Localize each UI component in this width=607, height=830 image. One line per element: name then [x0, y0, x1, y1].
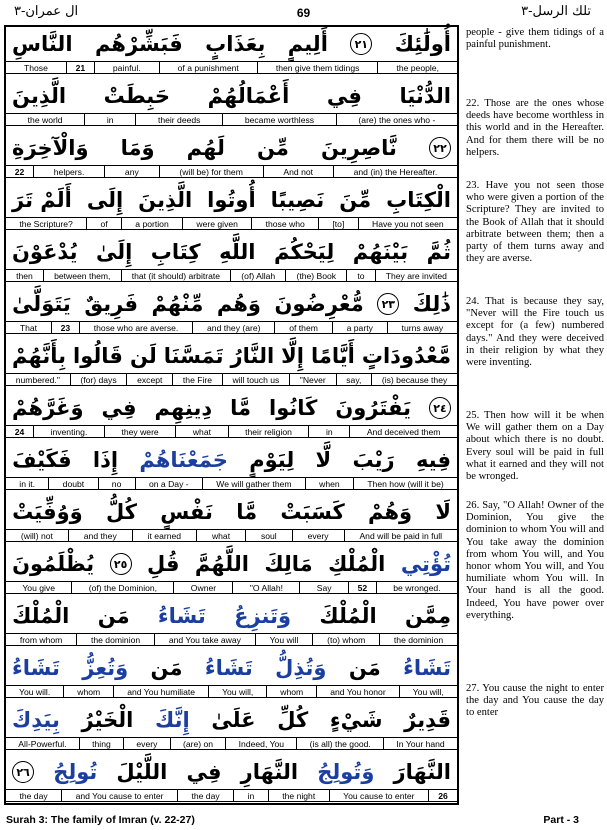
surah-name-arabic: ال عمران-٣ [14, 4, 79, 19]
english-gloss-word: the world [6, 114, 85, 125]
verse-number-marker: ٢٥ [110, 553, 132, 575]
arabic-word: بَيْنَهُمْ [352, 240, 409, 264]
arabic-word: فِيهِ [415, 448, 451, 472]
arabic-word: أَلِيمٍ [287, 32, 328, 56]
arabic-line [6, 183, 457, 217]
arabic-word: بِيَدِكَ [12, 708, 60, 732]
arabic-word: مِّنْهُمْ [151, 292, 204, 316]
arabic-word: كُلُّ [106, 500, 137, 524]
verse-row [6, 651, 457, 699]
english-gloss-word: except [127, 374, 173, 385]
arabic-word: الَّذِينَ [12, 84, 67, 108]
english-gloss-word: the people, [396, 63, 439, 73]
arabic-word: مَن [150, 656, 183, 680]
english-gloss-word: the Scripture? [6, 218, 87, 229]
english-gloss-word: of [87, 218, 122, 229]
english-gloss-word: from whom [6, 634, 77, 645]
arabic-line [6, 443, 457, 477]
english-gloss-word: the night [269, 790, 330, 801]
english-gloss-word: and You cause to enter [62, 790, 178, 801]
english-gloss-word: And not [264, 166, 334, 177]
english-gloss-word: their religion [229, 426, 310, 437]
verse-number-cell: 24 [6, 426, 34, 437]
arabic-word: إِلَّا [281, 344, 305, 368]
arabic-word: فَرِيقٌ [84, 292, 138, 316]
arabic-word: يُظْلَمُونَ [12, 552, 95, 576]
arabic-word: وَهُمْ [368, 500, 413, 524]
arabic-word: تُولِجُ [53, 760, 98, 784]
arabic-word: الْمُلْكَ [12, 604, 70, 628]
arabic-word: عَلَىٰ [211, 708, 256, 732]
arabic-word: مِّن [256, 136, 289, 160]
english-gloss-word: no [99, 478, 136, 489]
english-gloss-word: (will be) for them [160, 166, 264, 177]
arabic-word: كِتَابِ [150, 240, 201, 264]
arabic-word: مَن [97, 604, 130, 628]
english-gloss-word: (is all) the good. [297, 738, 384, 749]
verse-row [6, 235, 457, 283]
english-gloss-word: in [234, 790, 269, 801]
verse-row [6, 287, 457, 335]
arabic-word: يُدْعَوْنَ [12, 240, 78, 264]
verse-number-marker: ٢٤ [429, 397, 451, 419]
english-gloss-line [6, 581, 457, 594]
arabic-word: كَسَبَتْ [280, 500, 345, 524]
arabic-word: ثُمَّ [426, 240, 451, 264]
arabic-word: فِي [101, 396, 137, 420]
english-gloss-line [6, 217, 457, 230]
english-gloss-word: and they [69, 530, 133, 541]
verse-row [6, 391, 457, 439]
arabic-word: النَّهَارَ [393, 760, 451, 784]
english-gloss-word: in [309, 426, 350, 437]
english-gloss-word: then give them tidings [258, 62, 379, 73]
english-gloss-word: And deceived them [366, 427, 441, 437]
english-gloss-word: every [124, 738, 171, 749]
english-gloss-word: to [347, 270, 375, 281]
english-gloss-line [6, 61, 457, 74]
arabic-word: لَا [435, 500, 451, 524]
english-gloss-word: soul [246, 530, 293, 541]
translation-text: 23. Have you not seen those who were given a portion of the Scripture? They are invited to the Book of Allah that it should arbitrate between them; then a party of them turns away and they are averse. [466, 180, 604, 265]
arabic-word: فِي [186, 760, 222, 784]
arabic-word: يَتَوَلَّىٰ [12, 292, 71, 316]
english-gloss-word: You will, [209, 686, 267, 697]
arabic-word: وَتُعِزُّ [82, 656, 129, 680]
english-gloss-word: (of) Allah [231, 270, 286, 281]
english-gloss-line [6, 737, 457, 750]
english-gloss-word: and they (are) [193, 322, 275, 333]
english-gloss-line [6, 529, 457, 542]
arabic-word: نَّاصِرِينَ [320, 136, 397, 160]
english-gloss-word: That [6, 322, 52, 333]
arabic-line [6, 27, 457, 61]
english-gloss-word: (will) not [6, 530, 69, 541]
arabic-word: دِينِهِم [154, 396, 213, 420]
arabic-word: تَشَاءُ [12, 656, 60, 680]
arabic-word: لِيَوْمٍ [249, 448, 295, 472]
arabic-word: مَن [348, 656, 381, 680]
english-gloss-line [6, 373, 457, 386]
arabic-word: تَشَاءُ [403, 656, 451, 680]
arabic-word: إِذَا [92, 448, 119, 472]
english-gloss-word: You will. [6, 686, 64, 697]
verse-number-marker: ٢٣ [377, 293, 399, 315]
arabic-word: لِيَحْكُمَ [273, 240, 335, 264]
footer-part-number: Part - 3 [543, 814, 579, 826]
verse-number-marker: ٢٦ [12, 761, 34, 783]
english-gloss-word: those who [252, 218, 319, 229]
arabic-word: لَهُم [186, 136, 225, 160]
verse-row [6, 183, 457, 231]
english-gloss-word: every [293, 530, 345, 541]
arabic-word: تَشَاءُ [157, 604, 206, 628]
arabic-line [6, 79, 457, 113]
arabic-word: الدُّنْيَا [399, 84, 451, 108]
english-gloss-word: and (in) the Hereafter. [353, 167, 438, 177]
translation-paragraph [466, 27, 604, 51]
arabic-word: النَّاسِ [12, 32, 73, 56]
english-gloss-word: were given [183, 218, 252, 229]
arabic-word: تُؤْتِي [400, 552, 451, 576]
english-gloss-word: in [85, 114, 136, 125]
english-gloss-word: You give [6, 582, 72, 593]
arabic-word: أُوتُوا [207, 188, 256, 212]
arabic-word: إِلَى [86, 188, 124, 212]
verse-number-cell: 26 [438, 791, 448, 801]
english-gloss-word: the Fire [173, 374, 223, 385]
english-gloss-word: (the) Book [286, 270, 347, 281]
translation-text: 22. Those are the ones whose deeds have become worthless in this world and in the Hereafter. And for them there will be no helpers. [466, 98, 604, 158]
arabic-word: مِمَّن [405, 604, 451, 628]
english-gloss-word: Owner [174, 582, 233, 593]
english-gloss-word: (to) whom [313, 634, 380, 645]
english-gloss-word: what [197, 530, 246, 541]
english-gloss-word: the day [6, 790, 62, 801]
arabic-word: وَتُذِلُّ [275, 656, 327, 680]
english-gloss-word: Those [6, 62, 67, 73]
verse-row [6, 339, 457, 387]
arabic-word: وَتَنزِعُ [234, 604, 292, 628]
arabic-line [6, 391, 457, 425]
arabic-word: مَّا [230, 396, 252, 420]
english-gloss-word: the dominion [393, 635, 444, 645]
english-gloss-line [6, 633, 457, 646]
english-gloss-word: on a Day - [136, 478, 203, 489]
english-gloss-word: (for) days [71, 374, 128, 385]
arabic-line [6, 495, 457, 529]
arabic-word: رَيْبَ [352, 448, 395, 472]
english-gloss-word: be wronged. [393, 583, 441, 593]
translation-paragraph [466, 296, 604, 369]
translation-paragraph [466, 410, 604, 483]
arabic-word: وَوُفِّيَتْ [12, 500, 83, 524]
english-gloss-word: inventing. [34, 426, 105, 437]
english-gloss-word: doubt [49, 478, 98, 489]
translation-paragraph [466, 500, 604, 622]
arabic-line [6, 287, 457, 321]
verse-row [6, 79, 457, 127]
verse-number-cell: 21 [67, 62, 95, 73]
english-gloss-line [6, 425, 457, 438]
arabic-word: إِنَّكَ [155, 708, 190, 732]
arabic-word: قَدِيرٌ [404, 708, 451, 732]
arabic-word: شَيْءٍ [329, 708, 383, 732]
arabic-word: نَفْسٍ [160, 500, 213, 524]
translation-text: 25. Then how will it be when We will gather them on a Day about which there is no doubt. Every soul will be paid in full what it earned and they will not be wronged. [466, 410, 604, 483]
arabic-word: فَبَشِّرْهُم [94, 32, 183, 56]
english-gloss-word: Say [300, 582, 349, 593]
verse-row [6, 131, 457, 179]
english-gloss-word: between them, [44, 270, 122, 281]
translation-text: people - give them tidings of a painful punishment. [466, 27, 604, 51]
arabic-line [6, 235, 457, 269]
page-footer [0, 812, 607, 828]
arabic-word: مَالِكَ [264, 552, 313, 576]
arabic-word: كَانُوا [269, 396, 318, 420]
english-gloss-word: Have you not seen [372, 219, 444, 229]
english-gloss-word: "O Allah! [233, 582, 300, 593]
verse-number-marker: ٢١ [350, 33, 372, 55]
english-gloss-word: numbered." [6, 374, 71, 385]
juz-name-arabic: تلك الرسل-٣ [521, 4, 591, 19]
page-header [0, 4, 607, 24]
english-gloss-word: they were [105, 426, 176, 437]
arabic-word: الْخَيْرُ [81, 708, 134, 732]
arabic-line [6, 755, 457, 789]
english-gloss-word: Then how (will it be) [367, 479, 444, 489]
english-gloss-word: the dominion [77, 634, 155, 645]
english-gloss-word: You cause to enter [330, 790, 429, 801]
english-gloss-word: And will be paid in full [359, 531, 443, 541]
verse-row [6, 599, 457, 647]
translation-text: 27. You cause the night to enter the day and You cause the day to enter [466, 683, 604, 719]
arabic-line [6, 703, 457, 737]
english-gloss-word: thing [80, 738, 124, 749]
arabic-word: أُولَٰئِكَ [394, 32, 451, 56]
arabic-word: قُلِ [147, 552, 180, 576]
translation-paragraph [466, 98, 604, 159]
arabic-word: مُّعْرِضُونَ [274, 292, 364, 316]
english-gloss-line [6, 321, 457, 334]
arabic-word: نَصِيبًا [270, 188, 325, 212]
arabic-word: جَمَعْنَاهُمْ [139, 448, 228, 472]
english-gloss-word: in it. [6, 478, 49, 489]
english-gloss-word: of a punishment [160, 62, 258, 73]
verse-row [6, 703, 457, 751]
translation-paragraph [466, 180, 604, 265]
arabic-word: الْكِتَابِ [386, 188, 451, 212]
english-gloss-word: a portion [122, 218, 183, 229]
english-gloss-word: You will, [412, 687, 444, 697]
arabic-word: مَّعْدُودَاتٍ [361, 344, 451, 368]
arabic-line [6, 131, 457, 165]
verse-row [6, 755, 457, 803]
arabic-word: وَهُم [216, 292, 261, 316]
verse-number-cell: 52 [349, 582, 377, 593]
english-gloss-word: and You humiliate [114, 686, 209, 697]
english-gloss-line [6, 477, 457, 490]
arabic-word: تَمَسَّنَا [163, 344, 224, 368]
english-gloss-word: We will gather them [203, 478, 306, 489]
arabic-word: بِأَنَّهُمْ [12, 344, 67, 368]
english-gloss-word: then [6, 270, 44, 281]
arabic-word: النَّارُ [230, 344, 275, 368]
arabic-line [6, 339, 457, 373]
arabic-word: وَالْآخِرَةِ [12, 136, 89, 160]
verse-number-cell: 22 [6, 166, 34, 177]
english-gloss-word: their deeds [136, 114, 223, 125]
arabic-word: الْمُلْكَ [319, 604, 377, 628]
arabic-line [6, 651, 457, 685]
verse-row [6, 547, 457, 595]
english-gloss-word: that (it should) arbitrate [122, 270, 232, 281]
english-gloss-word: say, [337, 374, 373, 385]
arabic-word: وَغَرَّهُمْ [12, 396, 84, 420]
verse-row [6, 443, 457, 491]
english-gloss-word: All-Powerful. [6, 738, 80, 749]
page-number: 69 [296, 6, 311, 20]
verse-number-cell: 23 [52, 322, 80, 333]
arabic-word: تَشَاءُ [204, 656, 253, 680]
english-gloss-word: painful. [95, 62, 160, 73]
arabic-word: فِي [326, 84, 362, 108]
english-gloss-word: and You honor [317, 686, 399, 697]
arabic-word: أَيَّامًا [311, 344, 355, 368]
english-gloss-word: those who are averse. [80, 322, 193, 333]
english-gloss-word: any [105, 166, 159, 177]
word-by-word-grid [4, 25, 459, 805]
arabic-word: وَمَا [120, 136, 155, 160]
english-gloss-word: "Never [290, 374, 336, 385]
english-gloss-line [6, 113, 457, 126]
arabic-word: اللَّهِ [219, 240, 256, 264]
arabic-word: إِلَىٰ [95, 240, 133, 264]
arabic-line [6, 599, 457, 633]
english-gloss-word: of them [275, 322, 332, 333]
arabic-word: لَّا [315, 448, 332, 472]
arabic-word: كُلِّ [277, 708, 309, 732]
english-gloss-word: (are) on [171, 738, 227, 749]
arabic-word: حَبِطَتْ [103, 84, 171, 108]
arabic-word: أَعْمَالُهُمْ [207, 84, 290, 108]
english-gloss-word: whom [267, 686, 317, 697]
arabic-word: وَتُولِجُ [317, 760, 375, 784]
arabic-word: فَكَيْفَ [12, 448, 72, 472]
arabic-word: مَّا [236, 500, 258, 524]
english-gloss-word: (is) because they [381, 375, 448, 385]
arabic-word: ذَٰلِكَ [412, 292, 451, 316]
english-gloss-word: helpers. [34, 166, 105, 177]
arabic-word: الَّذِينَ [138, 188, 193, 212]
arabic-word: يَفْتَرُونَ [335, 396, 411, 420]
english-gloss-word: and You take away [155, 634, 256, 645]
arabic-word: بِعَذَابٍ [205, 32, 266, 56]
english-gloss-word: the day [178, 790, 234, 801]
english-gloss-word: became worthless [223, 114, 337, 125]
english-gloss-line [6, 165, 457, 178]
verse-row [6, 27, 457, 75]
english-gloss-word: Indeed, You [226, 738, 297, 749]
arabic-word: لَن [129, 344, 157, 368]
english-gloss-word: You will [256, 634, 313, 645]
english-gloss-word: when [306, 478, 354, 489]
english-gloss-word: it earned [133, 530, 197, 541]
arabic-word: أَلَمْ تَرَ [12, 188, 72, 212]
arabic-line [6, 547, 457, 581]
english-gloss-line [6, 685, 457, 698]
english-gloss-word: They are invited [385, 271, 447, 281]
arabic-word: الْمُلْكِ [328, 552, 386, 576]
arabic-word: النَّهَارِ [240, 760, 299, 784]
english-gloss-line [6, 789, 457, 802]
english-gloss-word: turns away [401, 323, 444, 333]
translation-text: 26. Say, "O Allah! Owner of the Dominion, You give the dominion to whom You will and You take away the dominion from whom You will, and You honor whom You will, and You humiliate whom You will. In Your hand is all the good. Indeed, You have power over everything. [466, 500, 604, 621]
translation-paragraph [466, 683, 604, 720]
english-gloss-word: (of) the Dominion, [72, 582, 174, 593]
arabic-word: اللَّهُمَّ [194, 552, 249, 576]
verse-number-marker: ٢٢ [429, 137, 451, 159]
english-gloss-word: will touch us [223, 374, 290, 385]
english-gloss-word: a party [333, 322, 388, 333]
english-gloss-word: what [176, 426, 228, 437]
arabic-word: قَالُوا [73, 344, 123, 368]
verse-row [6, 495, 457, 543]
english-gloss-word: (are) the ones who - [358, 115, 436, 125]
english-gloss-word: whom [64, 686, 114, 697]
arabic-word: اللَّيْلَ [116, 760, 168, 784]
footer-surah-reference: Surah 3: The family of Imran (v. 22-27) [6, 814, 195, 826]
arabic-word: مِّنَ [339, 188, 372, 212]
english-gloss-line [6, 269, 457, 282]
english-gloss-word: In Your hand [396, 739, 445, 749]
translation-text: 24. That is because they say, "Never will the Fire touch us except for (a few) numbered days." And they were deceived in their religion by what they were inventing. [466, 296, 604, 369]
english-gloss-word: [to] [319, 218, 359, 229]
